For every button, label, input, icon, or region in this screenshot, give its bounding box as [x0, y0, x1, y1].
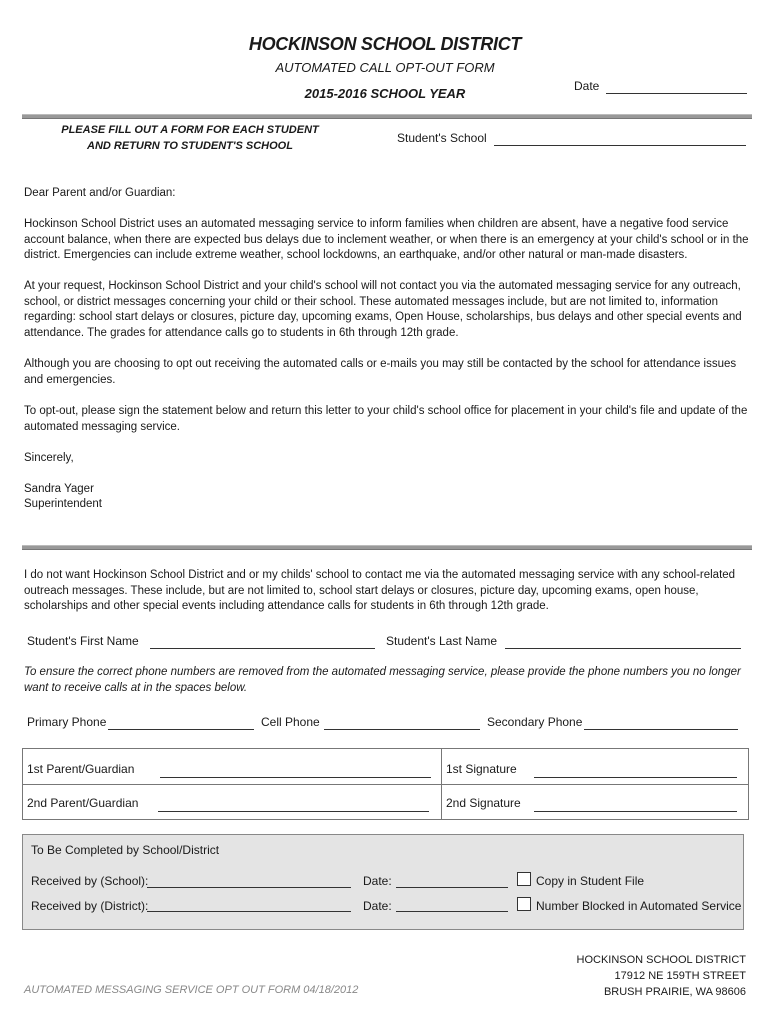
- closing: Sincerely,: [24, 452, 74, 464]
- letter-paragraph-3: Although you are choosing to opt out receiving the automated calls or e-mails you may still be contacted by the school for attendance issues and emergencies.: [24, 358, 737, 386]
- copy-label: Copy in Student File: [536, 874, 645, 888]
- date-school-field[interactable]: [396, 887, 508, 888]
- phone-note: To ensure the correct phone numbers are removed from the automated messaging service, please provide the phone numbers you no longer want to receive calls at in the spaces below.: [24, 666, 741, 694]
- copy-checkbox[interactable]: [517, 872, 531, 886]
- school-year: 2015-2016 SCHOOL YEAR: [304, 86, 466, 101]
- last-name-label: Student's Last Name: [386, 634, 498, 648]
- office-heading: To Be Completed by School/District: [31, 843, 220, 857]
- date-label-school: Date:: [363, 874, 392, 888]
- sig1-label: 1st Signature: [446, 762, 517, 776]
- last-name-field[interactable]: [505, 648, 741, 649]
- cell-phone-label: Cell Phone: [261, 715, 320, 729]
- sig1-field[interactable]: [534, 777, 737, 778]
- date-label: Date: [574, 79, 600, 93]
- parent2-label: 2nd Parent/Guardian: [27, 796, 139, 810]
- date-field[interactable]: [606, 93, 747, 94]
- date-label-district: Date:: [363, 899, 392, 913]
- address-line-3: BRUSH PRAIRIE, WA 98606: [603, 986, 746, 998]
- parent1-label: 1st Parent/Guardian: [27, 762, 135, 776]
- secondary-phone-label: Secondary Phone: [487, 715, 583, 729]
- greeting: Dear Parent and/or Guardian:: [24, 187, 176, 199]
- form-name: AUTOMATED CALL OPT-OUT FORM: [275, 60, 495, 75]
- letter-paragraph-1: Hockinson School District uses an automated messaging service to inform families when children are absent, have a negative food service account balance, when there are expected bus delays due to inclement weather, or when there is an emergency at your child's school or in the district. Emergencies can include extreme weather, school lockdowns, an earthquake, and/or other natural or man-made disasters.: [24, 218, 749, 261]
- form-code: AUTOMATED MESSAGING SERVICE OPT OUT FORM 04/18/2012: [24, 984, 359, 996]
- first-name-field[interactable]: [150, 648, 375, 649]
- cell-phone-field[interactable]: [324, 729, 480, 730]
- section-divider: [22, 545, 752, 550]
- first-name-label: Student's First Name: [27, 634, 139, 648]
- received-district-field[interactable]: [147, 911, 351, 912]
- blocked-label: Number Blocked in Automated Service: [536, 899, 742, 913]
- signer-name: Sandra Yager: [24, 483, 94, 495]
- address-line-2: 17912 NE 159TH STREET: [614, 970, 746, 982]
- students-school-field[interactable]: [494, 145, 746, 146]
- instruction-text: [40, 122, 340, 154]
- optout-statement: I do not want Hockinson School District and or my childs' school to contact me via the automated messaging service with any school-related outreach messages. These include, but are not limited to, school start delays or closures, picture day, upcoming exams, open house, scholarships and other special events including attendance calls for students in 6th through 12th grade.: [24, 569, 736, 612]
- address-line-1: HOCKINSON SCHOOL DISTRICT: [576, 954, 746, 966]
- primary-phone-field[interactable]: [108, 729, 254, 730]
- parent1-field[interactable]: [160, 777, 431, 778]
- date-district-field[interactable]: [396, 911, 508, 912]
- header-divider: [22, 114, 752, 119]
- district-title: HOCKINSON SCHOOL DISTRICT: [248, 34, 522, 54]
- signer-title: Superintendent: [24, 498, 103, 510]
- blocked-checkbox[interactable]: [517, 897, 531, 911]
- letter-paragraph-4: To opt-out, please sign the statement below and return this letter to your child's school office for placement in your child's file and update of the automated messaging service.: [24, 405, 748, 433]
- primary-phone-label: Primary Phone: [27, 715, 107, 729]
- students-school-label: Student's School: [397, 131, 487, 145]
- received-school-label: Received by (School):: [31, 874, 149, 888]
- received-school-field[interactable]: [147, 887, 351, 888]
- instruction-line-2: AND RETURN TO STUDENT'S SCHOOL: [87, 140, 293, 152]
- letter-paragraph-2: At your request, Hockinson School District and your child's school will not contact you via the automated messaging service for any outreach, school, or district messages concerning your child or their school. These automated messages include, but are not limited to, information regarding: school start delays or closures, picture day, upcoming exams, Open House, scholarships, bus delays and other special events and attendance. The grades for attendance calls go to students in 6th through 12th grade.: [24, 280, 742, 339]
- sig2-label: 2nd Signature: [446, 796, 521, 810]
- secondary-phone-field[interactable]: [584, 729, 738, 730]
- instruction-line-1: PLEASE FILL OUT A FORM FOR EACH STUDENT: [61, 124, 319, 136]
- received-district-label: Received by (District):: [31, 899, 149, 913]
- sig2-field[interactable]: [534, 811, 737, 812]
- parent2-field[interactable]: [158, 811, 429, 812]
